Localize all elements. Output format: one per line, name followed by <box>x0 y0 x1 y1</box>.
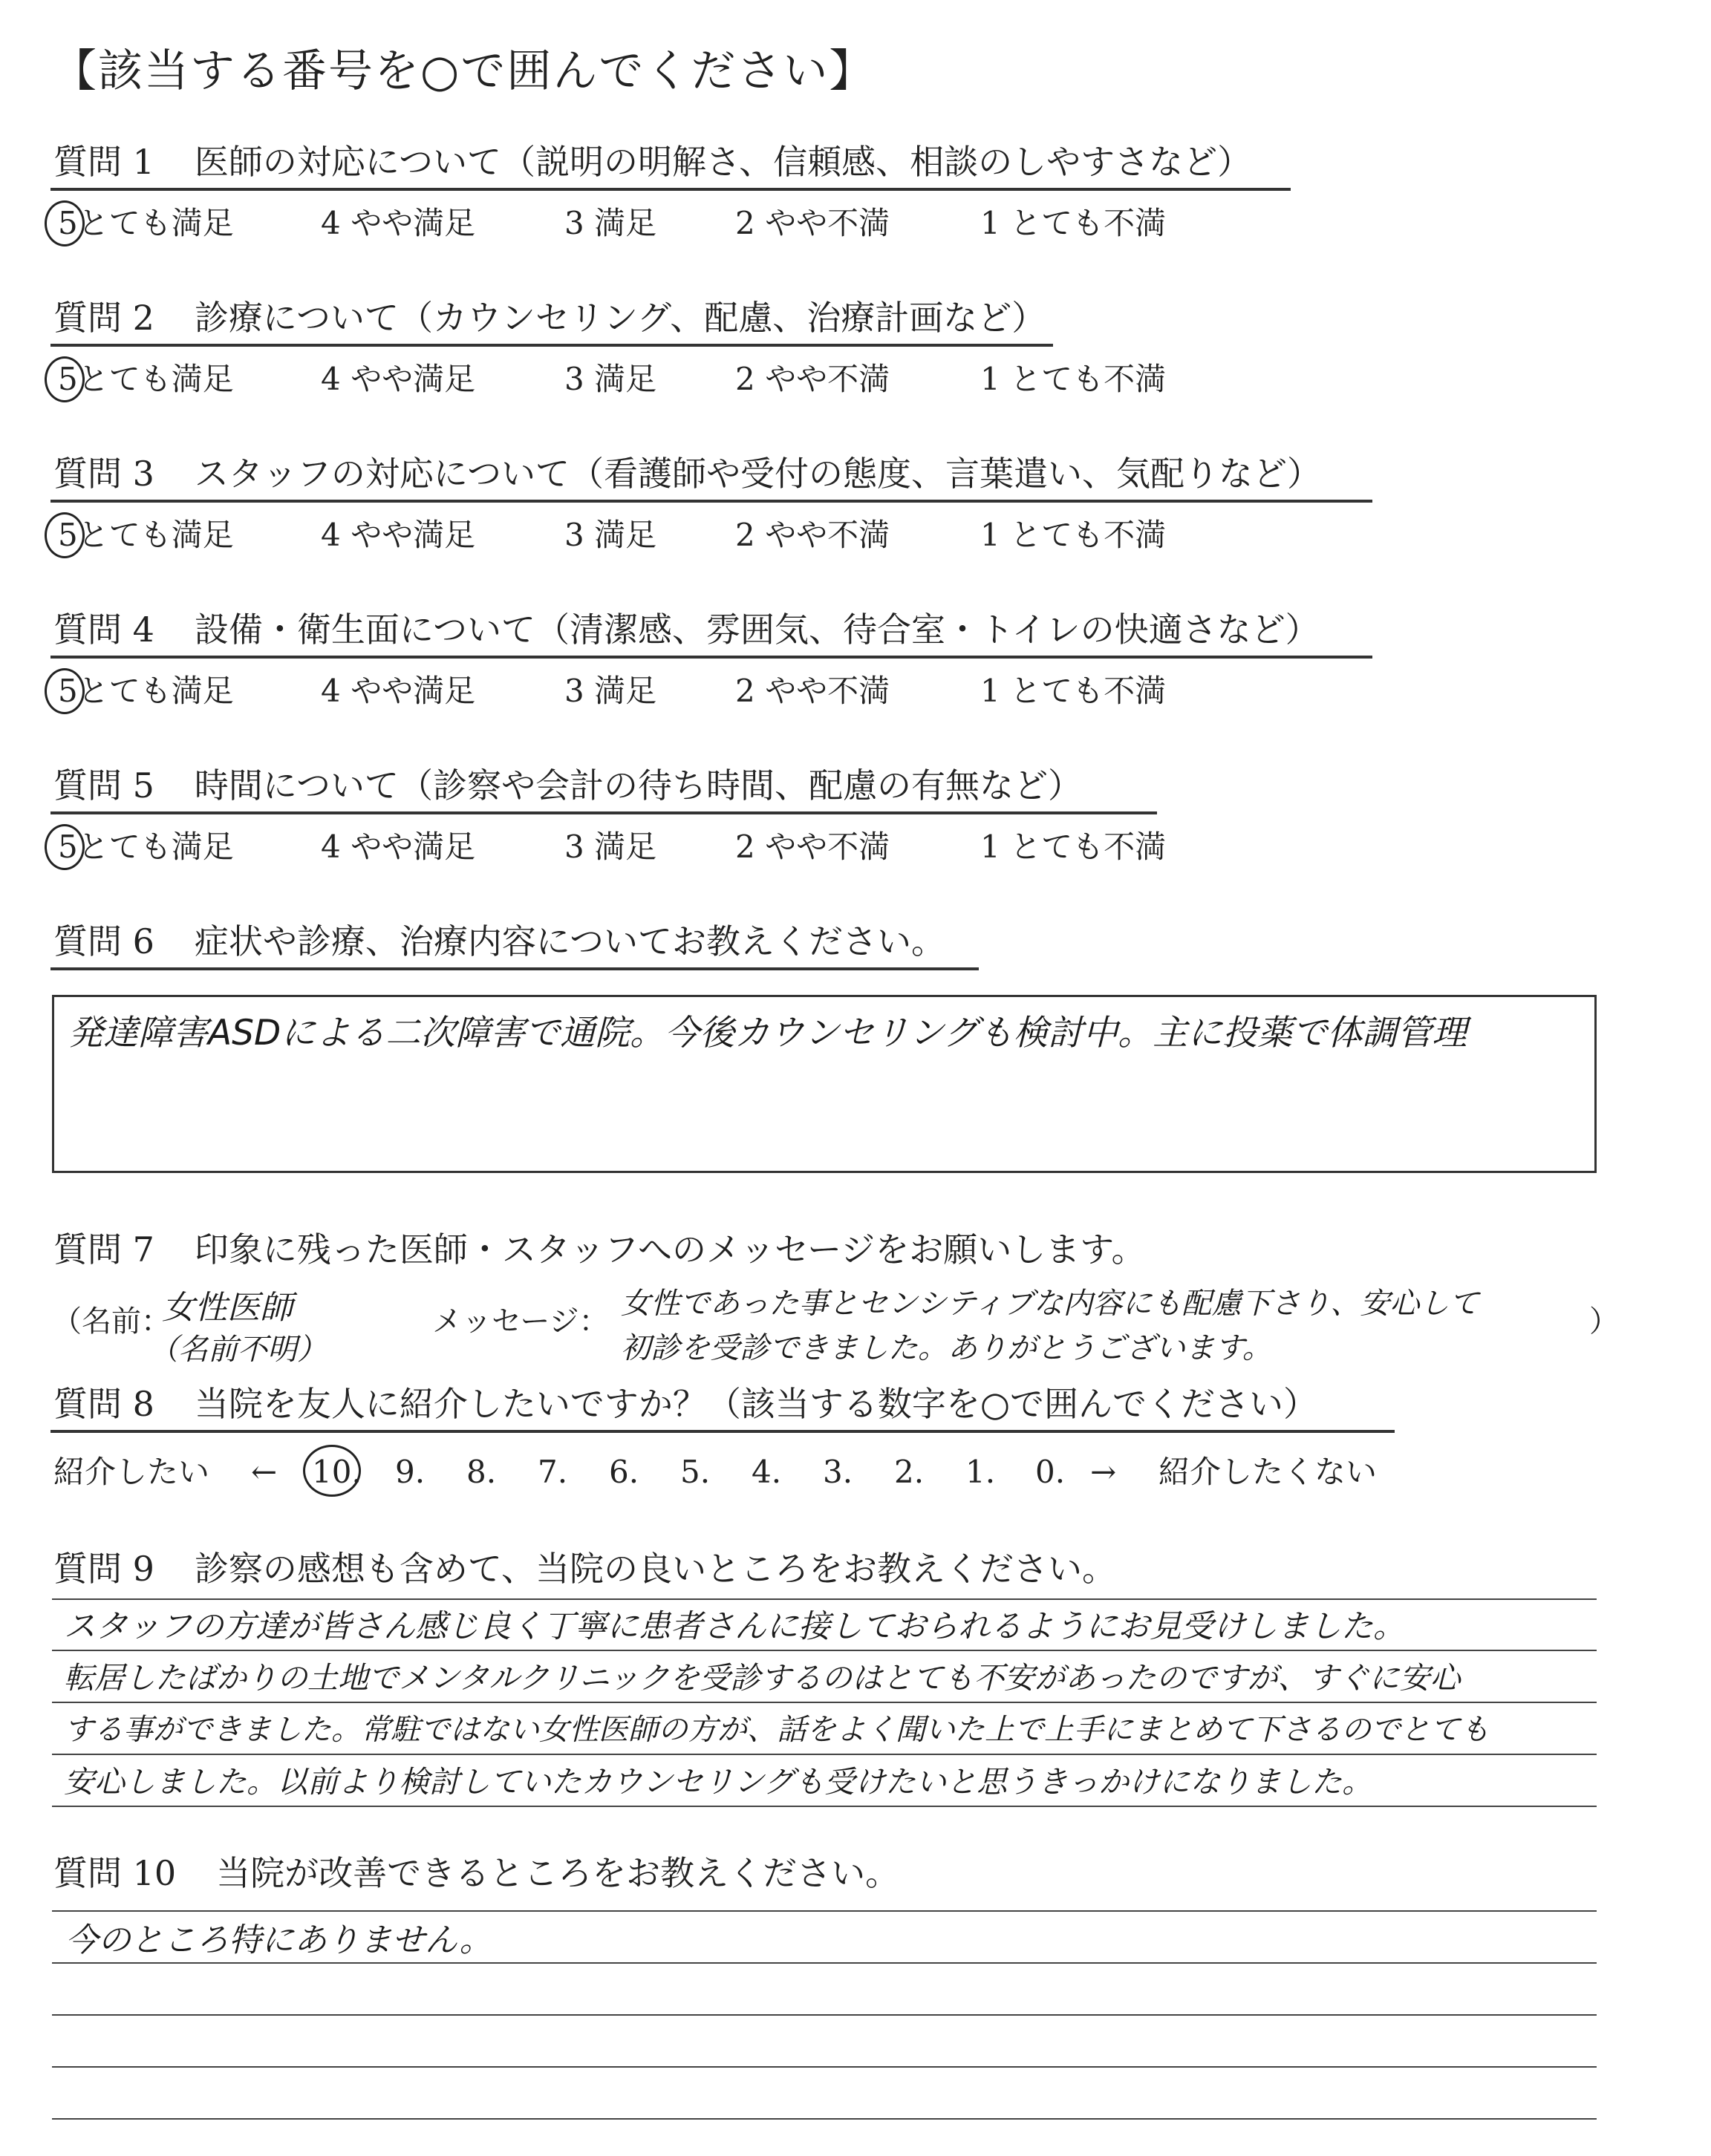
question-6-text: 症状や診療、治療内容についてお教えください。 <box>194 921 945 961</box>
question-2-option-4[interactable]: 4 やや満足 <box>321 361 476 397</box>
question-1-option-1[interactable]: 1 とても不満 <box>980 205 1167 241</box>
q9-rule-2 <box>52 1650 1597 1651</box>
q10-answer: 今のところ特にありません。 <box>65 1921 492 1959</box>
scale-9[interactable]: 9. <box>395 1454 426 1490</box>
question-1-option-5[interactable]: 5とても満足 <box>58 205 234 241</box>
question-5 <box>53 765 1082 806</box>
question-5-underline <box>50 811 1157 814</box>
question-3-number: 質問 3 <box>53 454 154 494</box>
message-line-2: 初診を受診できました。ありがとうございます。 <box>621 1331 1272 1365</box>
name-value: 女性医師 <box>162 1289 293 1327</box>
question-1-underline <box>50 188 1291 191</box>
scale-6[interactable]: 6. <box>609 1454 639 1490</box>
question-1 <box>53 142 1252 182</box>
scale-3[interactable]: 3. <box>823 1454 853 1490</box>
question-4-text: 設備・衛生面について（清潔感、雰囲気、待合室・トイレの快適さなど） <box>194 610 1320 650</box>
left-arrow-icon: ← <box>251 1454 278 1490</box>
question-3-option-4[interactable]: 4 やや満足 <box>321 517 476 553</box>
q10-rule-1 <box>52 1910 1597 1912</box>
question-5-text: 時間について（診察や会計の待ち時間、配慮の有無など） <box>194 765 1082 806</box>
scale-10[interactable]: 10. <box>312 1454 362 1490</box>
question-3-option-2[interactable]: 2 やや不満 <box>735 517 890 553</box>
question-3-option-1[interactable]: 1 とても不満 <box>980 517 1167 553</box>
recommend-right-label: 紹介したくない <box>1158 1454 1378 1490</box>
question-9 <box>53 1549 1116 1589</box>
q9-answer-line-2: 転居したばかりの土地でメンタルクリニックを受診するのはとても不安があったのですが、すぐに安心 <box>64 1660 1461 1696</box>
message-close-paren: ） <box>1589 1304 1619 1339</box>
q9-answer-line-1: スタッフの方達が皆さん感じ良く丁寧に患者さんに接しておられるようにお見受けしました。 <box>64 1608 1405 1645</box>
scale-2[interactable]: 2. <box>894 1454 925 1490</box>
question-9-text: 診察の感想も含めて、当院の良いところをお教えください。 <box>194 1549 1116 1589</box>
question-4-number: 質問 4 <box>53 610 154 650</box>
recommend-left-label: 紹介したい <box>53 1454 210 1490</box>
question-2-option-2[interactable]: 2 やや不満 <box>735 361 890 397</box>
q9-rule-5 <box>52 1806 1597 1807</box>
question-10-number: 質問 10 <box>53 1853 177 1893</box>
question-8-text: 当院を友人に紹介したいですか？（該当する数字を○で囲んでください） <box>194 1384 1318 1424</box>
question-3-underline <box>50 500 1372 503</box>
question-6 <box>53 921 945 961</box>
question-7 <box>53 1229 1146 1270</box>
q10-rule-4 <box>52 2066 1597 2068</box>
question-1-number: 質問 1 <box>53 142 154 182</box>
question-4-underline <box>50 656 1372 659</box>
question-5-option-4[interactable]: 4 やや満足 <box>321 829 476 865</box>
form-header: 【該当する番号を○で囲んでください】 <box>52 45 876 97</box>
question-8-number: 質問 8 <box>53 1384 154 1424</box>
question-5-option-3[interactable]: 3 満足 <box>564 829 657 865</box>
question-6-answer: 発達障害ASDによる二次障害で通院。今後カウンセリングも検討中。主に投薬で体調管理 <box>68 1013 1467 1054</box>
question-9-number: 質問 9 <box>53 1549 154 1589</box>
question-4-option-3[interactable]: 3 満足 <box>564 673 657 709</box>
question-4-option-5[interactable]: 5とても満足 <box>58 673 234 709</box>
q9-answer-line-3: する事ができました。常駐ではない女性医師の方が、話をよく聞いた上で上手にまとめて下さるのでとても <box>64 1713 1490 1747</box>
scale-1[interactable]: 1. <box>965 1454 996 1490</box>
question-5-number: 質問 5 <box>53 765 154 806</box>
question-1-text: 医師の対応について（説明の明解さ、信頼感、相談のしやすさなど） <box>194 142 1252 182</box>
question-8 <box>53 1384 1318 1424</box>
message-line-1: 女性であった事とセンシティブな内容にも配慮下さり、安心して <box>621 1287 1479 1321</box>
question-6-number: 質問 6 <box>53 921 154 961</box>
question-1-option-4[interactable]: 4 やや満足 <box>321 205 476 241</box>
q10-rule-2 <box>52 1962 1597 1964</box>
question-4 <box>53 610 1320 650</box>
scale-8[interactable]: 8. <box>466 1454 497 1490</box>
question-2-underline <box>50 344 1053 347</box>
question-2-text: 診療について（カウンセリング、配慮、治療計画など） <box>194 298 1046 338</box>
question-4-option-1[interactable]: 1 とても不満 <box>980 673 1167 709</box>
question-3-option-3[interactable]: 3 満足 <box>564 517 657 553</box>
q9-rule-1 <box>52 1598 1597 1600</box>
question-5-option-5[interactable]: 5とても満足 <box>58 829 234 865</box>
question-10-text: 当院が改善できるところをお教えください。 <box>216 1853 900 1893</box>
scale-0[interactable]: 0. <box>1035 1454 1066 1490</box>
question-3 <box>53 454 1321 494</box>
question-5-option-2[interactable]: 2 やや不満 <box>735 829 890 865</box>
question-6-underline <box>50 967 979 970</box>
question-2-option-3[interactable]: 3 満足 <box>564 361 657 397</box>
question-7-number: 質問 7 <box>53 1229 154 1270</box>
q9-rule-3 <box>52 1702 1597 1703</box>
question-1-option-2[interactable]: 2 やや不満 <box>735 205 890 241</box>
scale-7[interactable]: 7. <box>538 1454 568 1490</box>
question-2 <box>53 298 1046 338</box>
question-3-option-5[interactable]: 5とても満足 <box>58 517 234 553</box>
scale-5[interactable]: 5. <box>680 1454 711 1490</box>
question-7-text: 印象に残った医師・スタッフへのメッセージをお願いします。 <box>194 1229 1146 1270</box>
name-label: （名前： <box>52 1304 171 1339</box>
message-label: メッセージ： <box>432 1304 609 1339</box>
question-10 <box>53 1853 900 1893</box>
q9-rule-4 <box>52 1754 1597 1755</box>
question-2-number: 質問 2 <box>53 298 154 338</box>
question-4-option-4[interactable]: 4 やや満足 <box>321 673 476 709</box>
q10-rule-3 <box>52 2014 1597 2016</box>
question-8-underline <box>50 1430 1395 1433</box>
scale-4[interactable]: 4. <box>752 1454 782 1490</box>
question-5-option-1[interactable]: 1 とても不満 <box>980 829 1167 865</box>
question-1-option-3[interactable]: 3 満足 <box>564 205 657 241</box>
q10-rule-5 <box>52 2118 1597 2120</box>
q9-answer-line-4: 安心しました。以前より検討していたカウンセリングも受けたいと思うきっかけになりました。 <box>64 1764 1373 1800</box>
question-2-option-5[interactable]: 5とても満足 <box>58 361 234 397</box>
name-value-note: （名前不明） <box>149 1333 327 1367</box>
question-2-option-1[interactable]: 1 とても不満 <box>980 361 1167 397</box>
question-4-option-2[interactable]: 2 やや不満 <box>735 673 890 709</box>
right-arrow-icon: → <box>1090 1454 1117 1490</box>
question-3-text: スタッフの対応について（看護師や受付の態度、言葉遣い、気配りなど） <box>194 454 1321 494</box>
